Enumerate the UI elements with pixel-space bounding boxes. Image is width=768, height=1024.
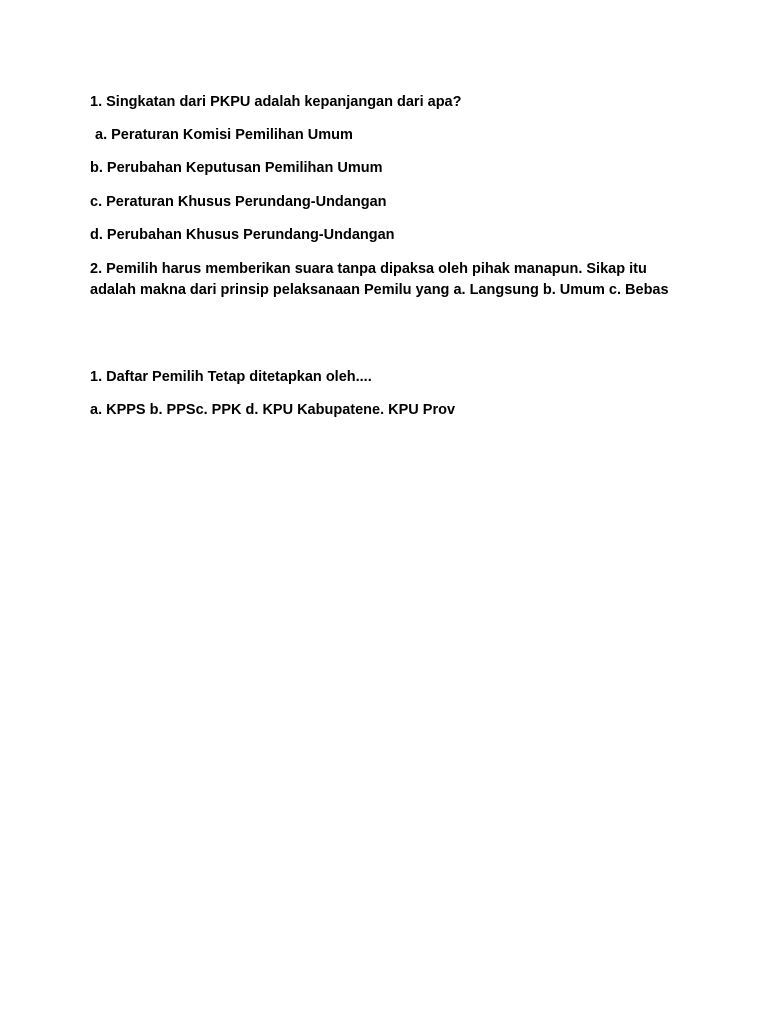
question-1-option-a: a. Peraturan Komisi Pemilihan Umum [95, 127, 353, 143]
question-1-text: 1. Singkatan dari PKPU adalah kepanjangan dari apa? [90, 94, 462, 110]
question-2-text: 2. Pemilih harus memberikan suara tanpa dipaksa oleh pihak manapun. Sikap itu adalah makna dari prinsip pelaksanaan Pemilu yang a. Langsung b. Umum c. Bebas [90, 261, 669, 298]
question-1-option-b: b. Perubahan Keputusan Pemilihan Umum [90, 160, 383, 176]
question-1-option-d: d. Perubahan Khusus Perundang-Undangan [90, 227, 395, 243]
question-1-option-c: c. Peraturan Khusus Perundang-Undangan [90, 194, 387, 210]
question-3-text: 1. Daftar Pemilih Tetap ditetapkan oleh.... [90, 369, 372, 385]
question-3-options: a. KPPS b. PPSc. PPK d. KPU Kabupatene. KPU Prov [90, 402, 456, 418]
